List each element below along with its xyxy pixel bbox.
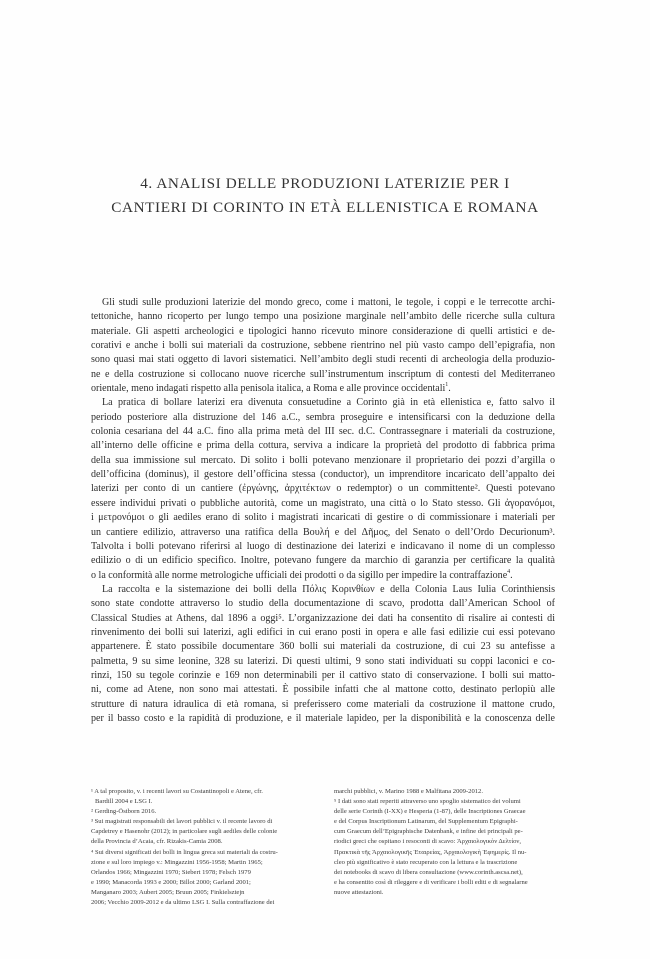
footnote-line: e 1990; Manacorda 1993 e 2000; Billot 2000; Garland 2001;	[91, 878, 251, 886]
text-line-last	[91, 569, 555, 583]
text-line-last	[91, 382, 555, 396]
text-line: rinzi, 150 su tegole corinzie e 169 non determinabili per il cattivo stato di conservazione. I bolli sui matto-	[91, 669, 555, 681]
footnotes-left-column	[91, 787, 312, 908]
text-line: Classical Studies at Athens, dal 1896 a oggi⁵. L’organizzazione dei dati ha consentito di risalire ai contesti di	[91, 612, 555, 624]
footnote-line: della Provincia d’Acaia, cfr. Rizakis-Camia 2008.	[91, 838, 223, 846]
text-line: ni, come ad Atene, non sono mai attestati. È possibile infatti che al mattone cotto, destinato perlopiù alle	[91, 684, 555, 696]
footnote-line: delle serie Corinth (I-XX) e Hesperia (1-87), delle Inscriptiones Graecae	[334, 808, 526, 816]
text-line: rinvenimento dei bolli sui laterizi, agli edifici in cui erano posti in opera e alle fasi edilizie cui essi potevano	[91, 626, 555, 638]
text-line: della sua immissione sul mercato. Di solito i bolli potevano menzionare il proprietario dei pozzi d’argilla o	[91, 454, 555, 466]
text-line: ne e della costruzione si collocano nuove ricerche sull’instrumentum inscriptum di contesti del Mediterraneo	[91, 368, 555, 380]
footnote-line: Manganaro 2003; Aubert 2005; Bruun 2005; Finkielsztejn	[91, 888, 245, 896]
text-line: colonia cesariana del 44 a.C. fino alla prima metà del III sec. d.C. Contrassegnare i materiali da costruzione,	[91, 426, 555, 438]
paragraph-3	[91, 583, 555, 726]
text-line: La pratica di bollare laterizi era divenuta consuetudine a Corinto già in età ellenistica e, fatto salvo il	[102, 397, 555, 409]
chapter-title	[60, 172, 590, 220]
footnote-line: dei notebooks di scavo di libera consultazione (www.corinth.ascsa.net),	[334, 868, 523, 876]
footnote-marker: 4	[507, 568, 511, 575]
footnote-line: e ha consentito così di rileggere e di verificare i bolli editi e di segnalarne	[334, 878, 528, 886]
footnote-line: e del Corpus Inscriptionum Latinarum, del Supplementum Epigraphi-	[334, 818, 518, 826]
footnote-line: Orlandos 1966; Mingazzini 1970; Siebert 1978; Felsch 1979	[91, 868, 251, 876]
body-text	[91, 296, 555, 726]
text-line: edilizio o di un edificio specifico. Inoltre, potevano fungere da marchio di garanzia per certificare la qualità	[91, 555, 555, 567]
text-line-content: orientale, meno indagati rispetto alla penisola italica, a Roma e alle province occidentali	[91, 383, 446, 395]
text-line: appartenere. È stato possibile documentare 360 bolli sui materiali da costruzione, di cui 23 su antefisse a	[91, 641, 555, 653]
text-line: per il basso costo e la rapidità di produzione, e il materiale lapideo, per la disponibilità e la conoscenza delle	[91, 712, 555, 724]
text-line: sono state condotte attraverso lo studio della documentazione di scavo, prodotta dall’American School of	[91, 598, 555, 610]
chapter-title-line-1: 4. ANALISI DELLE PRODUZIONI LATERIZIE PER I	[140, 175, 510, 192]
text-line: Gli studi sulle produzioni laterizie del mondo greco, come i mattoni, le tegole, i coppi e le terrecotte archi-	[102, 297, 555, 308]
text-line: dell’officina (dominus), il gestore dell’officina stessa (conductor), un imprenditore incaricato dell’appalto dei	[91, 469, 555, 481]
text-line: La raccolta e la sistemazione dei bolli della Πόλις Κορινθίων e della Colonia Laus Iulia Corinthiensis	[102, 583, 555, 595]
text-line-tail: .	[448, 383, 451, 395]
chapter-title-line-2: CANTIERI DI CORINTO IN ETÀ ELLENISTICA E ROMANA	[111, 199, 539, 216]
text-line: tettoniche, hanno ricoperto per lungo tempo una posizione marginale nell’ambito delle ricerche sulla cultura	[91, 311, 555, 323]
footnote-line: Πρακτικὰ τῆς Ἀρχαιολογικῆς Ἑταιρείας, Ἀρχαιολογικὴ Ἐφημερίς. Il nu-	[334, 848, 527, 856]
text-line: sono quasi mai stati oggetto di lavori sistematici. Nell’ambito degli studi recenti di archeologia della produzio-	[91, 354, 555, 366]
footnote-line: zione e sul loro impiego v.: Mingazzini 1956-1958; Martin 1965;	[91, 858, 263, 866]
footnote-line: ³ Sui magistrati responsabili dei lavori pubblici v. il recente lavoro di	[91, 818, 273, 826]
footnote-marker: 1	[445, 382, 449, 389]
text-line: un cantiere edilizio, attraverso una ratifica della Βουλή e del Δῆμος, del Senato o dell’Ordo Decurionum³.	[91, 526, 555, 538]
text-line: palmetta, 9 su sime leonine, 328 su laterizi. Di questi ultimi, 9 sono stati individuati su coppi laconici e co-	[91, 655, 555, 667]
footnote-line: ⁴ Sui diversi significati dei bolli in lingua greca sui materiali da costru-	[91, 848, 278, 856]
footnotes-right-column	[334, 787, 555, 898]
text-line-content: o la conformità alle norme metrologiche ufficiali dei prodotti o da sigillo per impedire la contraffazione	[91, 569, 508, 581]
paragraph-1	[91, 296, 555, 396]
footnote-line: marchi pubblici, v. Marino 1988 e Malfitana 2009-2012.	[334, 788, 483, 795]
text-line: materiale. Gli aspetti archeologici e tipologici hanno ricevuto minore considerazione di quelli artistici e de-	[91, 325, 555, 337]
text-line: essere individui privati o pubbliche autorità, come un magistrato, una città o lo Stato stesso. Gli ἀγορανόμοι,	[91, 497, 555, 509]
footnote-line: Capdetrey e Hasenohr (2012); in particolare sugli aediles delle colonie	[91, 828, 278, 836]
paragraph-2	[91, 396, 555, 582]
text-line: all’interno delle officine e prima della cottura, serviva a indicare la proprietà del prodotto di fabbrica prima	[91, 440, 555, 452]
footnote-line: nuove attestazioni.	[334, 888, 384, 896]
footnote-line: cum Graecum dell’Epigraphische Datenbank, e infine dei principali pe-	[334, 828, 523, 836]
text-line: periodo posteriore alla distruzione del 146 a.C., sembra proseguire e intensificarsi con la deduzione della	[91, 411, 555, 423]
footnote-line: ⁵ I dati sono stati reperiti attraverso uno spoglio sistematico dei volumi	[334, 798, 521, 806]
text-line: laterizi per conto di un cantiere (ἐργώνης, ἀρχιτέκτων o redemptor) o un committente². Questi potevano	[91, 483, 555, 495]
text-line: corativi e anche i bolli sui materiali da costruzione, sebbene rientrino nel più vasto campo dell’epigrafia, non	[91, 340, 555, 352]
footnote-line: riodici greci che ospitano i resoconti di scavo: Ἀρχαιολογικὸν Δελτίον,	[334, 838, 522, 846]
footnote-line: Bardill 2004 e LSG I.	[95, 798, 153, 806]
text-line: i μετρονόμοι o gli aediles erano di solito i magistrati incaricati di gestire o di commissionare i materiali per	[91, 512, 555, 524]
footnote-line: ² Gerding-Östborn 2016.	[91, 808, 157, 816]
text-line: Talvolta i bolli potevano riferirsi al luogo di destinazione dei laterizi e indicavano il nome di un complesso	[91, 540, 555, 552]
text-line: strutture di natura idraulica di età romana, si preferissero come materiali da costruzione il mattone crudo,	[91, 698, 555, 710]
footnote-line: ¹ A tal proposito, v. i recenti lavori su Costantinopoli e Atene, cfr.	[91, 788, 263, 795]
text-line-tail: .	[510, 569, 513, 581]
footnote-line: cleo più significativo è stato recuperato con la lettura e la trascrizione	[334, 858, 518, 866]
footnote-line: 2006; Vecchio 2009-2012 e da ultimo LSG I. Sulla contraffazione dei	[91, 899, 275, 907]
